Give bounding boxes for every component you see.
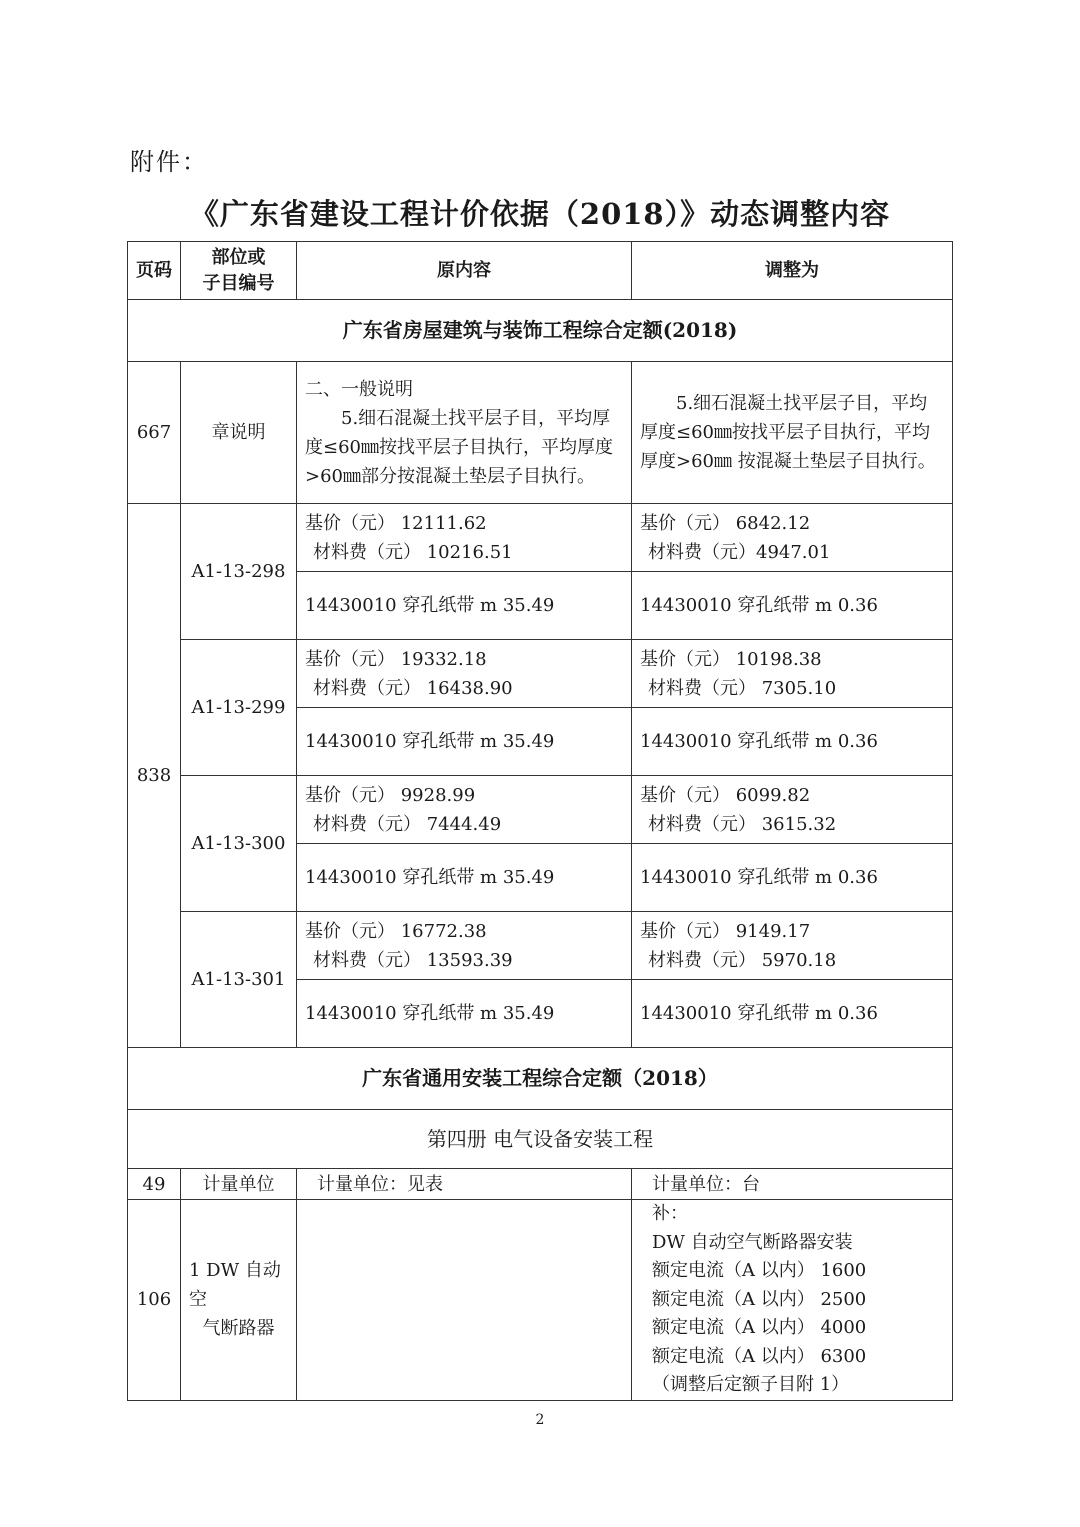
original-material-cost: 材料费（元） 16438.90	[313, 677, 513, 699]
page-cell: 106	[128, 1200, 181, 1401]
original-base-price: 基价（元） 16772.38	[305, 920, 487, 942]
item-code-cell: A1-13-301	[181, 912, 297, 1048]
header-location-line2: 子目编号	[202, 272, 275, 294]
original-material-cost: 材料费（元） 13593.39	[313, 949, 513, 971]
original-tape-cell: 14430010 穿孔纸带 m 35.49	[297, 844, 632, 912]
header-page: 页码	[128, 242, 181, 300]
adjusted-line: 额定电流（A 以内） 2500	[652, 1288, 867, 1310]
table-row	[128, 362, 953, 504]
header-adjusted: 调整为	[632, 242, 953, 300]
adjusted-line: 额定电流（A 以内） 4000	[652, 1317, 867, 1338]
adjusted-line: DW 自动空气断路器安装	[652, 1231, 853, 1253]
adjusted-line: 额定电流（A 以内） 6300	[652, 1345, 867, 1367]
adjusted-material-cost: 材料费（元） 7305.10	[648, 677, 837, 699]
adjusted-text: 5.细石混凝土找平层子目，平均厚度≤60㎜按找平层子目执行，平均厚度>60㎜ 按混凝土垫层子目执行。	[640, 393, 936, 472]
table-row	[128, 1200, 953, 1401]
original-tape-cell: 14430010 穿孔纸带 m 35.49	[297, 980, 632, 1048]
location-cell: 计量单位	[181, 1169, 297, 1200]
original-price-cell	[297, 504, 632, 572]
adjusted-price-cell	[632, 504, 953, 572]
section-title-building: 广东省房屋建筑与装饰工程综合定额(2018)	[128, 300, 953, 362]
original-base-price: 基价（元） 9928.99	[305, 784, 476, 806]
original-material-cost: 材料费（元） 7444.49	[313, 813, 502, 835]
adjusted-material-cost: 材料费（元） 3615.32	[648, 813, 837, 835]
adjusted-tape-cell: 14430010 穿孔纸带 m 0.36	[632, 572, 953, 640]
item-code-cell: A1-13-299	[181, 640, 297, 776]
original-content-cell: 计量单位：见表	[297, 1169, 632, 1200]
adjusted-material-cost: 材料费（元） 5970.18	[648, 949, 837, 971]
item-code-cell: A1-13-298	[181, 504, 297, 640]
adjusted-tape-cell: 14430010 穿孔纸带 m 0.36	[632, 980, 953, 1048]
original-tape-cell: 14430010 穿孔纸带 m 35.49	[297, 572, 632, 640]
document-title: 《广东省建设工程计价依据（2018）》动态调整内容	[189, 197, 891, 231]
table-row	[128, 504, 953, 572]
section-row	[128, 1048, 953, 1110]
adjusted-price-cell	[632, 640, 953, 708]
original-text: 5.细石混凝土找平层子目，平均厚度≤60㎜按找平层子目执行，平均厚度>60㎜部分按混凝土垫层子目执行。	[305, 407, 613, 487]
location-cell: 章说明	[181, 362, 297, 504]
adjusted-line: （调整后定额子目附 1）	[652, 1374, 850, 1395]
original-price-cell	[297, 912, 632, 980]
original-base-price: 基价（元） 19332.18	[305, 648, 487, 670]
adjusted-price-cell	[632, 912, 953, 980]
subsection-row	[128, 1110, 953, 1169]
header-original: 原内容	[297, 242, 632, 300]
attachment-label: 附件：	[130, 148, 208, 176]
page-number: 2	[535, 1412, 545, 1428]
adjusted-line: 补：	[652, 1203, 688, 1224]
table-row	[128, 776, 953, 844]
adjusted-base-price: 基价（元） 9149.17	[640, 920, 811, 942]
page-cell: 667	[128, 362, 181, 504]
adjusted-content-cell: 计量单位：台	[632, 1169, 953, 1200]
item-code-cell: A1-13-300	[181, 776, 297, 912]
original-price-cell	[297, 776, 632, 844]
adjusted-base-price: 基价（元） 6842.12	[640, 512, 811, 534]
table-row	[128, 912, 953, 980]
original-content-cell	[297, 1200, 632, 1401]
table-row	[128, 1169, 953, 1200]
page-cell: 838	[128, 504, 181, 1048]
location-line2: 气断路器	[202, 1318, 275, 1340]
table-row	[128, 640, 953, 708]
original-price-cell	[297, 640, 632, 708]
adjusted-tape-cell: 14430010 穿孔纸带 m 0.36	[632, 708, 953, 776]
location-line1: 1 DW 自动空	[189, 1260, 281, 1311]
header-location	[181, 242, 297, 300]
section-title-installation: 广东省通用安装工程综合定额（2018）	[128, 1048, 953, 1110]
adjustment-table	[127, 241, 953, 1401]
adjusted-content-cell	[632, 362, 953, 504]
adjusted-line: 额定电流（A 以内） 1600	[652, 1260, 867, 1281]
adjusted-material-cost: 材料费（元）4947.01	[648, 541, 831, 563]
header-row	[128, 242, 953, 300]
page-cell: 49	[128, 1169, 181, 1200]
section-row	[128, 300, 953, 362]
original-base-price: 基价（元） 12111.62	[305, 512, 487, 534]
adjusted-base-price: 基价（元） 10198.38	[640, 648, 822, 670]
subsection-title: 第四册 电气设备安装工程	[128, 1110, 953, 1169]
header-location-line1: 部位或	[211, 246, 266, 268]
adjusted-base-price: 基价（元） 6099.82	[640, 784, 811, 806]
location-cell	[181, 1200, 297, 1401]
original-heading: 二、一般说明	[305, 378, 413, 400]
original-material-cost: 材料费（元） 10216.51	[313, 541, 513, 563]
adjusted-price-cell	[632, 776, 953, 844]
adjusted-content-cell	[632, 1200, 953, 1401]
original-tape-cell: 14430010 穿孔纸带 m 35.49	[297, 708, 632, 776]
adjusted-tape-cell: 14430010 穿孔纸带 m 0.36	[632, 844, 953, 912]
original-content-cell	[297, 362, 632, 504]
